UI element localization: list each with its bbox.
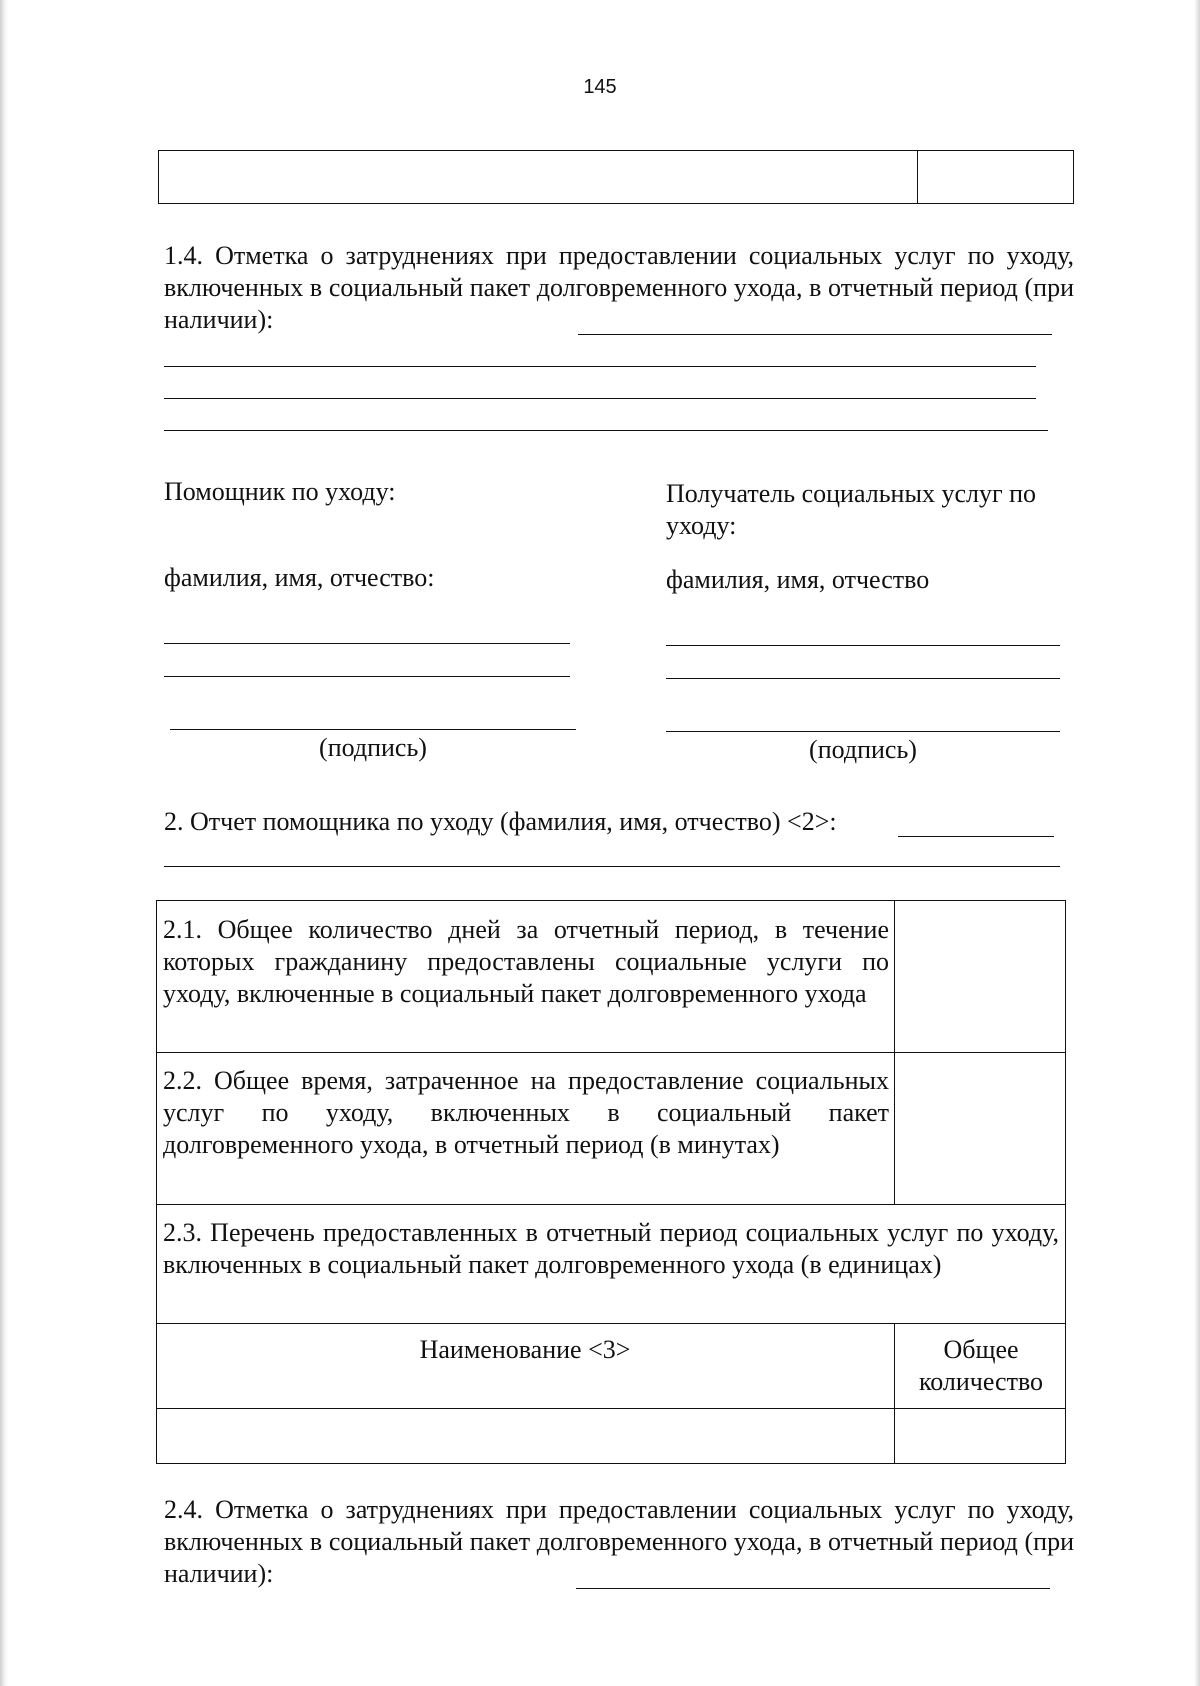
- left-name-label: фамилия, имя, отчество:: [164, 563, 435, 592]
- left-name-line-1[interactable]: [164, 643, 570, 644]
- right-name-line-2[interactable]: [666, 678, 1060, 679]
- section-1-4-fill-line-4[interactable]: [164, 430, 1048, 431]
- section-2-text: 2. Отчет помощника по уходу (фамилия, имя, отчество) <2>:: [164, 807, 837, 836]
- section-1-4-fill-line-1[interactable]: [578, 334, 1052, 335]
- table-col-name-header: Наименование <3>: [419, 1335, 631, 1364]
- table-row-2-1-text: 2.1. Общее количество дней за отчетный период, в течение которых гражданину предоставлены социальные услуги по уходу, включенные в социальный пакет долговременного ухода: [163, 915, 889, 1008]
- right-signer-title: Получатель социальных услуг по уходу:: [666, 479, 1037, 540]
- left-signature-caption: (подпись): [319, 733, 427, 762]
- left-name-line-2[interactable]: [164, 676, 570, 677]
- table-col-divider-2-2: [894, 1052, 895, 1204]
- table-row-2-1-value-cell[interactable]: [896, 902, 1064, 1050]
- section-2-fill-line-1[interactable]: [898, 836, 1054, 837]
- top-empty-table-divider: [917, 150, 918, 204]
- table-row-separator-3: [156, 1323, 1066, 1324]
- section-1-4-text: 1.4. Отметка о затруднениях при предоставлении социальных услуг по уходу, включенных в социальный пакет долговременного ухода, в отчетный период (при наличии):: [164, 241, 1074, 334]
- table-col-divider-2-1: [894, 900, 895, 1052]
- top-empty-table: [158, 150, 1074, 204]
- table-col-divider-lower: [894, 1323, 895, 1464]
- right-signature-caption: (подпись): [809, 735, 917, 764]
- table-row-separator-2: [156, 1204, 1066, 1205]
- scan-edge-left: [0, 0, 8, 1686]
- page-number: 145: [583, 76, 617, 98]
- right-name-label: фамилия, имя, отчество: [666, 565, 930, 594]
- section-2-4-fill-line[interactable]: [576, 1588, 1050, 1589]
- section-2-4-text: 2.4. Отметка о затруднениях при предоставлении социальных услуг по уходу, включенных в социальный пакет долговременного ухода, в отчетный период (при наличии):: [164, 1495, 1074, 1588]
- section-2-fill-line-2[interactable]: [164, 866, 1060, 867]
- scan-edge-right: [1194, 0, 1200, 1686]
- left-signer-title: Помощник по уходу:: [164, 477, 396, 506]
- section-1-4-fill-line-3[interactable]: [164, 398, 1036, 399]
- table-row-2-2-text: 2.2. Общее время, затраченное на предоставление социальных услуг по уходу, включенных в социальный пакет долговременного ухода, в отчетный период (в минутах): [163, 1066, 889, 1159]
- right-name-line-1[interactable]: [666, 645, 1060, 646]
- table-row-2-3-text: 2.3. Перечень предоставленных в отчетный период социальных услуг по уходу, включенных в социальный пакет долговременного ухода (в единицах): [163, 1218, 1059, 1279]
- table-row-separator-1: [156, 1052, 1066, 1053]
- table-data-row-total-cell[interactable]: [896, 1410, 1064, 1462]
- table-row-separator-4: [156, 1408, 1066, 1409]
- right-signature-line[interactable]: [666, 731, 1060, 732]
- section-1-4-fill-line-2[interactable]: [164, 366, 1036, 367]
- table-data-row-name-cell[interactable]: [158, 1410, 892, 1462]
- table-col-total-header: Общее количество: [918, 1335, 1044, 1396]
- table-row-2-2-value-cell[interactable]: [896, 1054, 1064, 1202]
- left-signature-line[interactable]: [170, 729, 576, 730]
